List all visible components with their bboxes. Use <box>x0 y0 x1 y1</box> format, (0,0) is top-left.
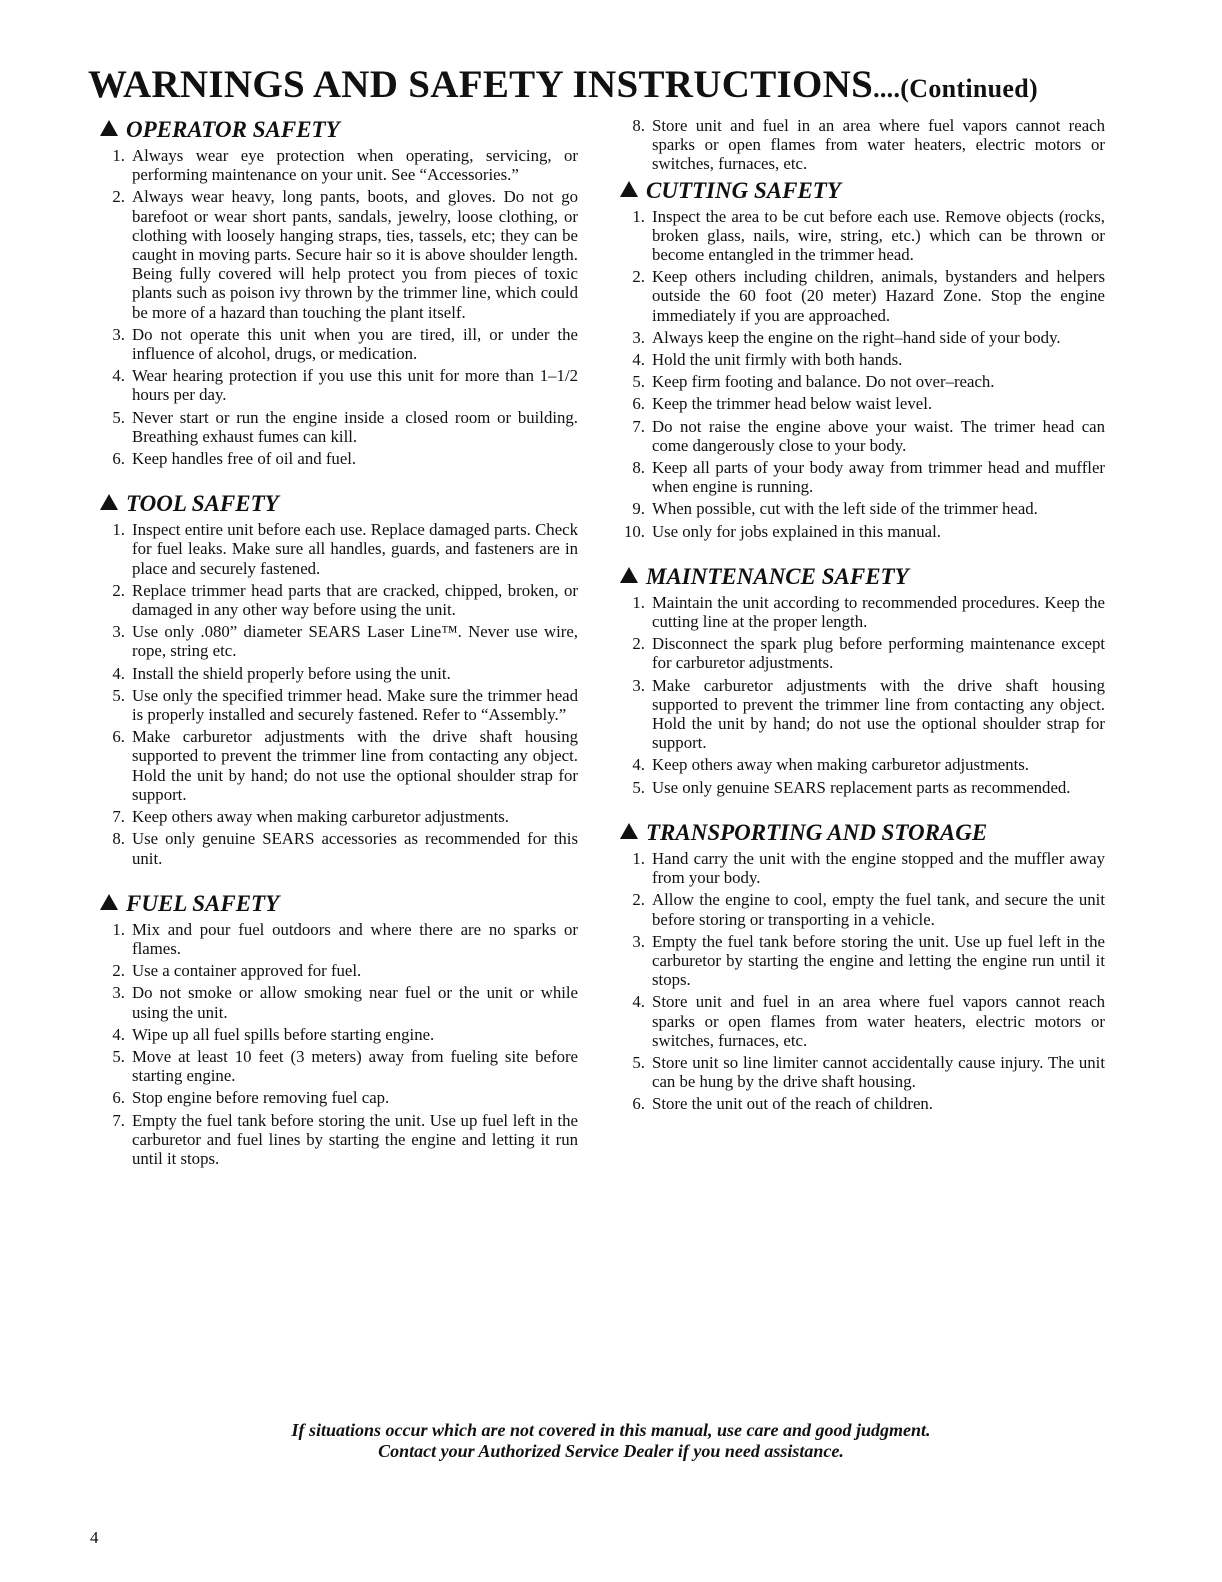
item-text: Hand carry the unit with the engine stopped and the muffler away from your body. <box>652 848 1105 888</box>
warning-triangle-icon <box>100 120 118 136</box>
item-number: 3. <box>112 983 125 1003</box>
list-item <box>100 1111 578 1169</box>
item-text: Use only the specified trimmer head. Make sure the trimmer head is properly installed and securely fastened. Refer to “Assembly.” <box>132 685 578 725</box>
item-number: 2. <box>632 890 645 910</box>
item-text: Hold the unit firmly with both hands. <box>652 350 903 370</box>
item-text: Use only .080” diameter SEARS Laser Line™. Never use wire, rope, string etc. <box>132 622 578 661</box>
item-text: Keep firm footing and balance. Do not over–reach. <box>652 372 995 392</box>
item-number: 2. <box>632 267 645 287</box>
transport-storage-list <box>620 849 1105 1114</box>
item-text: Store unit so line limiter cannot accidentally cause injury. The unit can be hung by the drive shaft housing. <box>652 1052 1105 1092</box>
item-text: Use only genuine SEARS accessories as recommended for this unit. <box>132 829 578 868</box>
item-text: Keep the trimmer head below waist level. <box>652 394 933 414</box>
item-number: 5. <box>112 407 125 427</box>
item-text: Move at least 10 feet (3 meters) away from fueling site before starting engine. <box>132 1046 578 1086</box>
warning-triangle-icon <box>100 894 118 910</box>
warning-triangle-icon <box>100 494 118 510</box>
item-text: Empty the fuel tank before storing the unit. Use up fuel left in the carburetor and fuel lines by starting the engine and letting it run until it stops. <box>132 1110 578 1168</box>
item-text: Keep handles free of oil and fuel. <box>132 449 357 469</box>
page-number: 4 <box>90 1528 99 1547</box>
transport-storage-section <box>620 819 1105 1114</box>
item-text: Allow the engine to cool, empty the fuel tank, and secure the unit before storing or transporting in a vehicle. <box>652 890 1105 929</box>
item-number: 5. <box>632 372 645 392</box>
item-number: 6. <box>112 449 125 469</box>
item-text: Keep others away when making carburetor adjustments. <box>652 755 1029 775</box>
tool-safety-heading: TOOL SAFETY <box>100 490 578 518</box>
maintenance-safety-section <box>620 563 1105 797</box>
item-number: 3. <box>112 324 125 344</box>
list-item <box>620 593 1105 631</box>
item-text: Never start or run the engine inside a closed room or building. Breathing exhaust fumes can kill. <box>132 407 578 446</box>
list-item <box>620 522 1105 541</box>
item-text: Install the shield properly before using the unit. <box>132 663 451 683</box>
list-item <box>100 727 578 804</box>
list-item <box>100 1088 578 1107</box>
item-text: Wipe up all fuel spills before starting engine. <box>132 1024 435 1044</box>
item-number: 8. <box>632 116 645 135</box>
item-number: 4. <box>112 663 125 683</box>
fuel-safety-list <box>100 920 578 1168</box>
item-text: Replace trimmer head parts that are cracked, chipped, broken, or damaged in any other way before using the unit. <box>132 580 578 620</box>
list-item <box>620 116 1105 174</box>
operator-safety-list <box>100 146 578 468</box>
item-text: Mix and pour fuel outdoors and where there are no sparks or flames. <box>132 919 578 958</box>
item-text: Use only genuine SEARS replacement parts as recommended. <box>652 777 1071 797</box>
list-item <box>100 983 578 1021</box>
item-text: Always wear eye protection when operating, servicing, or performing maintenance on your unit. See “Accessories.” <box>132 146 578 185</box>
operator-safety-heading: OPERATOR SAFETY <box>100 116 578 144</box>
item-number: 3. <box>632 327 645 347</box>
list-item <box>620 634 1105 672</box>
item-text: Keep all parts of your body away from trimmer head and muffler when engine is running. <box>652 458 1105 497</box>
item-number: 6. <box>632 1094 645 1114</box>
item-number: 2. <box>112 580 125 600</box>
cutting-safety-section <box>620 177 1105 541</box>
item-number: 7. <box>112 807 125 827</box>
item-number: 5. <box>112 685 125 705</box>
item-number: 6. <box>632 394 645 414</box>
list-item <box>100 187 578 321</box>
item-number: 1. <box>112 520 125 540</box>
footer-line-1: If situations occur which are not covered in this manual, use care and good judgment. <box>291 1420 931 1440</box>
item-text: Make carburetor adjustments with the drive shaft housing supported to prevent the trimmer line from contacting any object. Hold the unit by hand; do not use the optional shoulder strap for support. <box>132 727 578 804</box>
item-number: 1. <box>632 206 645 226</box>
item-number: 6. <box>112 727 125 747</box>
footer-line-2: Contact your Authorized Service Dealer if you need assistance. <box>378 1441 844 1461</box>
item-number: 4. <box>632 755 645 775</box>
list-item <box>620 458 1105 496</box>
item-text: Use only for jobs explained in this manual. <box>652 521 941 541</box>
item-number: 3. <box>112 622 125 642</box>
item-text: Do not raise the engine above your waist. The trimer head can come dangerously close to your body. <box>652 416 1105 455</box>
list-item <box>620 676 1105 753</box>
item-number: 2. <box>112 187 125 207</box>
item-text: Maintain the unit according to recommended procedures. Keep the cutting line at the proper length. <box>652 592 1105 632</box>
item-number: 2. <box>632 634 645 654</box>
list-item <box>100 961 578 980</box>
item-text: Store unit and fuel in an area where fuel vapors cannot reach sparks or open flames from water heaters, electric motors or switches, furnaces, etc. <box>652 992 1105 1050</box>
item-text: Do not operate this unit when you are tired, ill, or under the influence of alcohol, drugs, or medication. <box>132 324 578 364</box>
item-text: Store the unit out of the reach of children. <box>652 1094 933 1114</box>
item-number: 5. <box>112 1046 125 1066</box>
fuel-safety-heading: FUEL SAFETY <box>100 890 578 918</box>
item-text: Inspect the area to be cut before each use. Remove objects (rocks, broken glass, nails, wire, string, etc.) which can be thrown or become entangled in the trimmer head. <box>652 206 1105 265</box>
page-title-main: WARNINGS AND SAFETY INSTRUCTIONS <box>88 63 874 106</box>
operator-safety-continued <box>620 116 1105 174</box>
list-item <box>620 755 1105 774</box>
item-number: 9. <box>632 499 645 519</box>
item-number: 1. <box>632 592 645 612</box>
list-item <box>100 581 578 619</box>
list-item <box>100 449 578 468</box>
item-number: 6. <box>112 1088 125 1108</box>
list-item <box>620 499 1105 518</box>
item-number: 4. <box>112 366 125 386</box>
item-text: Empty the fuel tank before storing the unit. Use up fuel left in the carburetor by starting the engine and letting the engine run until it stops. <box>652 931 1105 990</box>
item-text: Always keep the engine on the right–hand side of your body. <box>652 327 1061 347</box>
item-text: Inspect entire unit before each use. Replace damaged parts. Check for fuel leaks. Make sure all handles, guards, and fasteners are in place and securely fastened. <box>132 520 578 578</box>
list-item <box>620 372 1105 391</box>
item-number: 7. <box>632 416 645 436</box>
cutting-safety-heading: CUTTING SAFETY <box>620 177 1105 205</box>
item-number: 1. <box>112 919 125 939</box>
list-item <box>620 1094 1105 1113</box>
item-text: Wear hearing protection if you use this unit for more than 1–1/2 hours per day. <box>132 366 578 405</box>
list-item <box>100 1047 578 1085</box>
list-item <box>100 664 578 683</box>
left-column <box>100 116 578 1190</box>
item-text: Store unit and fuel in an area where fuel vapors cannot reach sparks or open flames from water heaters, electric motors or switches, furnaces, etc. <box>652 116 1105 174</box>
item-text: Make carburetor adjustments with the drive shaft housing supported to prevent the trimmer line from contacting any object. Hold the unit by hand; do not use the optional shoulder strap for support. <box>652 675 1105 753</box>
item-text: Always wear heavy, long pants, boots, and gloves. Do not go barefoot or wear short pants, sandals, jewelry, loose clothing, or clothing with loosely hanging straps, ties, tassels, etc; they can be caught in moving parts. Secure hair so it is above shoulder length. Being fully covered will help protect you from pieces of toxic plants such as poison ivy thrown by the trimmer line, which could be more of a hazard than touching the plant itself. <box>132 187 578 322</box>
list-item <box>620 932 1105 990</box>
list-item <box>100 829 578 867</box>
item-text: Stop engine before removing fuel cap. <box>132 1088 390 1108</box>
list-item <box>620 1053 1105 1091</box>
list-item <box>620 267 1105 325</box>
fuel-safety-section <box>100 890 578 1168</box>
item-number: 1. <box>112 146 125 165</box>
list-item <box>620 207 1105 265</box>
operator-safety-list-continued <box>620 116 1105 174</box>
warning-triangle-icon <box>620 181 638 197</box>
item-number: 4. <box>632 992 645 1012</box>
maintenance-safety-heading: MAINTENANCE SAFETY <box>620 563 1105 591</box>
item-number: 3. <box>632 931 645 951</box>
list-item <box>100 686 578 724</box>
footer-note <box>0 1420 1222 1462</box>
transport-storage-heading: TRANSPORTING AND STORAGE <box>620 819 1105 847</box>
warning-triangle-icon <box>620 823 638 839</box>
list-item <box>620 394 1105 413</box>
list-item <box>100 408 578 446</box>
item-text: Keep others away when making carburetor adjustments. <box>132 807 509 827</box>
list-item <box>620 890 1105 928</box>
cutting-safety-list <box>620 207 1105 541</box>
tool-safety-section <box>100 490 578 867</box>
list-item <box>620 350 1105 369</box>
item-number: 2. <box>112 961 125 981</box>
list-item <box>100 520 578 578</box>
item-text: Disconnect the spark plug before performing maintenance except for carburetor adjustments. <box>652 634 1105 673</box>
item-number: 8. <box>112 829 125 849</box>
list-item <box>620 778 1105 797</box>
list-item <box>620 417 1105 455</box>
tool-safety-list <box>100 520 578 867</box>
list-item <box>100 366 578 404</box>
page-title <box>88 62 1038 107</box>
list-item <box>100 622 578 660</box>
item-text: Use a container approved for fuel. <box>132 961 362 981</box>
item-number: 4. <box>632 350 645 370</box>
page-title-continued: ....(Continued) <box>873 74 1038 103</box>
list-item <box>620 849 1105 887</box>
item-number: 7. <box>112 1110 125 1130</box>
warning-triangle-icon <box>620 567 638 583</box>
list-item <box>620 328 1105 347</box>
item-text: When possible, cut with the left side of the trimmer head. <box>652 499 1038 519</box>
list-item <box>100 146 578 184</box>
item-text: Do not smoke or allow smoking near fuel or the unit or while using the unit. <box>132 983 578 1022</box>
item-number: 3. <box>632 675 645 695</box>
list-item <box>620 992 1105 1050</box>
item-text: Keep others including children, animals, bystanders and helpers outside the 60 foot (20 meter) Hazard Zone. Stop the engine immediately if you are approached. <box>652 267 1105 325</box>
item-number: 5. <box>632 777 645 797</box>
maintenance-safety-list <box>620 593 1105 797</box>
item-number: 10. <box>624 521 645 541</box>
list-item <box>100 920 578 958</box>
item-number: 5. <box>632 1052 645 1072</box>
list-item <box>100 325 578 363</box>
item-number: 8. <box>632 458 645 478</box>
list-item <box>100 1025 578 1044</box>
list-item <box>100 807 578 826</box>
operator-safety-section <box>100 116 578 468</box>
right-column <box>620 116 1105 1136</box>
item-number: 4. <box>112 1024 125 1044</box>
item-number: 1. <box>632 848 645 868</box>
